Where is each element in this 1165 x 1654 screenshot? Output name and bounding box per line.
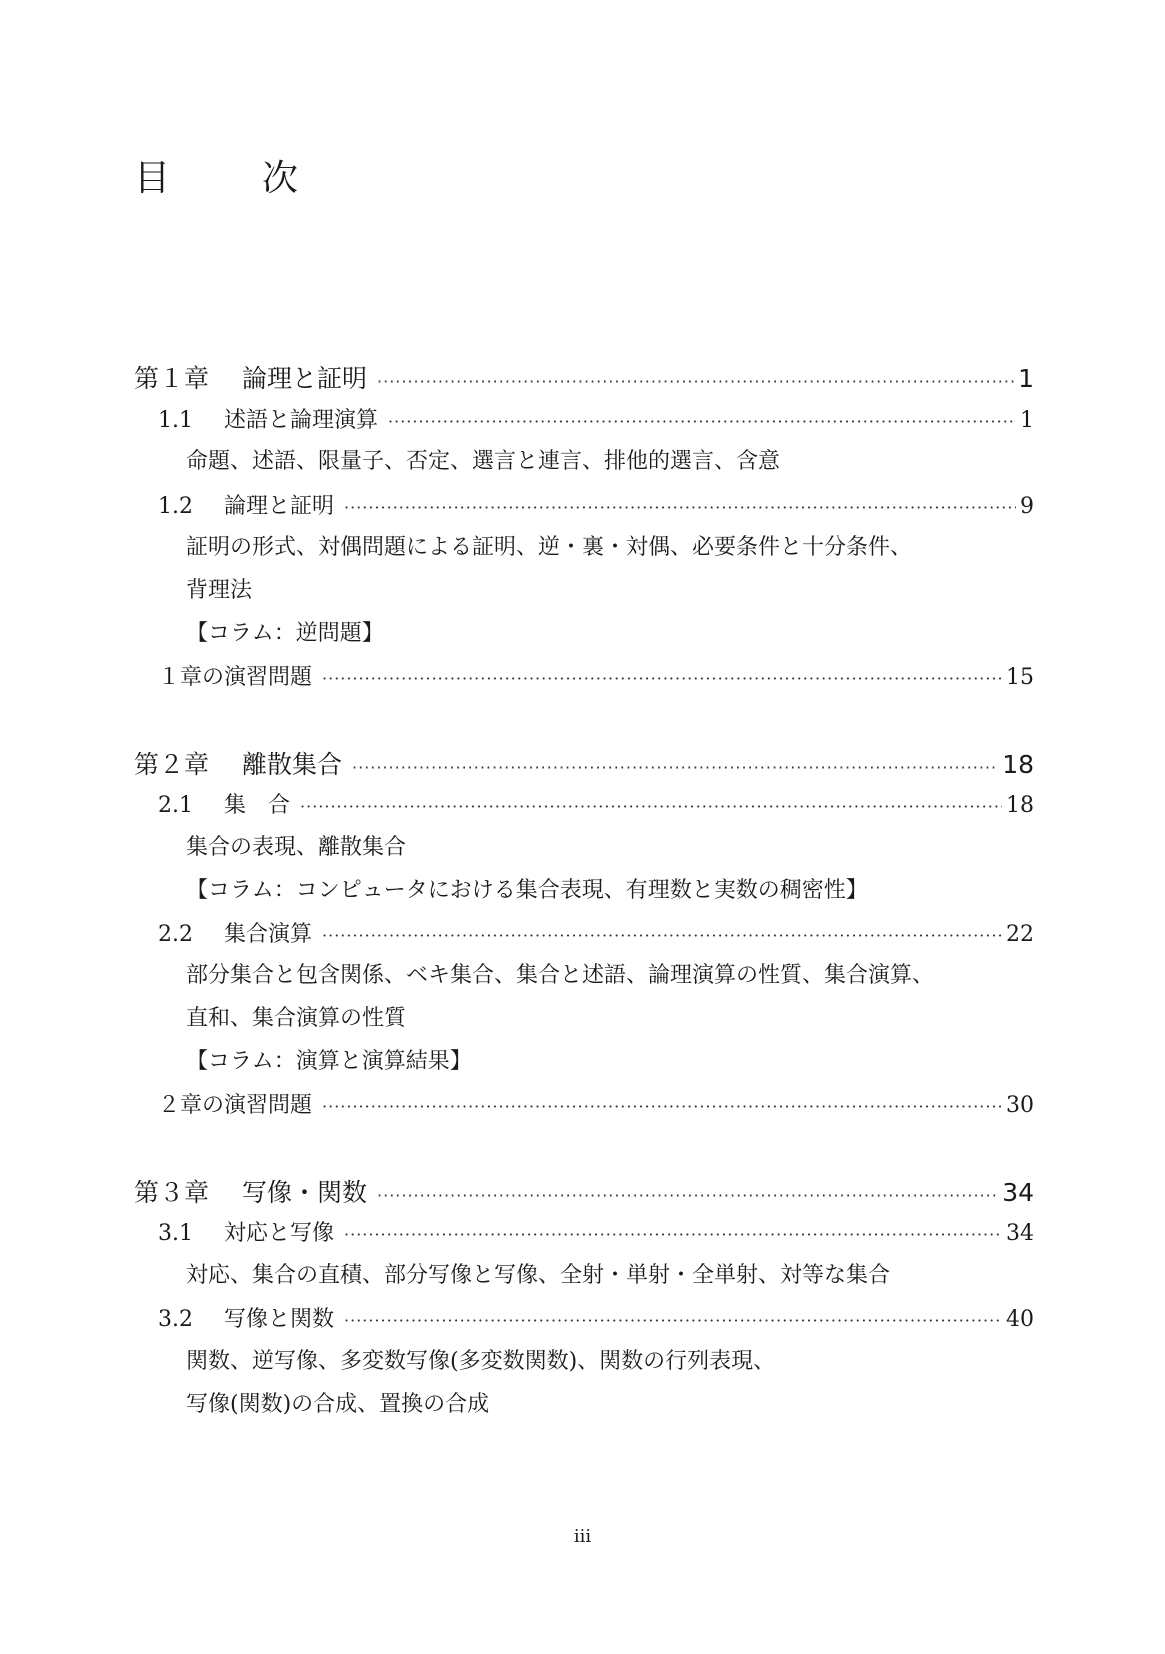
page-number: 1 xyxy=(1020,408,1034,433)
section-number: 1.1 xyxy=(158,408,193,433)
section-topics xyxy=(186,440,1046,483)
chapter-title: 論理と証明 xyxy=(242,364,368,393)
section-1-1-entry[interactable] xyxy=(158,410,1034,432)
chapter-number: 第１章 xyxy=(134,364,210,393)
section-topics xyxy=(186,826,1046,912)
dot-leader xyxy=(352,760,998,776)
section-number: 2.2 xyxy=(158,922,193,947)
dot-leader xyxy=(300,799,1002,815)
section-topics xyxy=(186,1340,1046,1426)
section-title: 集 合 xyxy=(224,793,291,818)
chapter-3-entry[interactable] xyxy=(134,1180,1034,1205)
section-title: 写像と関数 xyxy=(224,1307,335,1332)
dot-leader xyxy=(388,414,1016,430)
topic-line: 集合の表現、離散集合 xyxy=(186,835,407,860)
page-number: 34 xyxy=(1006,1221,1034,1246)
topic-line: 直和、集合演算の性質 xyxy=(186,1006,407,1031)
page-number: 22 xyxy=(1006,922,1034,947)
section-number: 3.2 xyxy=(158,1307,193,1332)
topic-line: 関数、逆写像、多変数写像(多変数関数)、関数の行列表現、 xyxy=(186,1349,776,1374)
section-title: 述語と論理演算 xyxy=(224,408,379,433)
page-number: 30 xyxy=(1006,1093,1034,1118)
dot-leader xyxy=(322,1099,1002,1115)
page-number: 40 xyxy=(1006,1307,1034,1332)
chapter-title: 離散集合 xyxy=(242,750,343,779)
column-note: 【コラム：逆問題】 xyxy=(186,621,384,646)
topic-line: 命題、述語、限量子、否定、選言と連言、排他的選言、含意 xyxy=(186,449,781,474)
section-title: 論理と証明 xyxy=(224,494,335,519)
page-number: 34 xyxy=(1002,1178,1034,1207)
topic-line: 対応、集合の直積、部分写像と写像、全射・単射・全単射、対等な集合 xyxy=(186,1263,891,1288)
chapter-number: 第２章 xyxy=(134,750,210,779)
section-title: 対応と写像 xyxy=(224,1221,335,1246)
dot-leader xyxy=(344,500,1016,516)
chapter-1-entry[interactable] xyxy=(134,366,1034,391)
section-number: 1.2 xyxy=(158,494,193,519)
page-number: 18 xyxy=(1006,793,1034,818)
toc-title: 目 次 xyxy=(134,158,327,199)
exercise-title: ２章の演習問題 xyxy=(158,1093,313,1118)
exercise-title: １章の演習問題 xyxy=(158,665,313,690)
section-3-1-entry[interactable] xyxy=(158,1223,1034,1245)
page-folio: iii xyxy=(573,1526,592,1547)
section-3-2-entry[interactable] xyxy=(158,1309,1034,1331)
page-number: 1 xyxy=(1018,364,1034,393)
topic-line: 背理法 xyxy=(186,578,253,603)
section-number: 3.1 xyxy=(158,1221,193,1246)
topic-line: 写像(関数)の合成、置換の合成 xyxy=(186,1392,490,1417)
dot-leader xyxy=(344,1313,1002,1329)
chapter-title: 写像・関数 xyxy=(242,1178,368,1207)
chapter-2-exercises-entry[interactable] xyxy=(158,1095,1034,1117)
column-note: 【コラム：演算と演算結果】 xyxy=(186,1049,472,1074)
page-number: 18 xyxy=(1002,750,1034,779)
chapter-number: 第３章 xyxy=(134,1178,210,1207)
section-1-2-entry[interactable] xyxy=(158,496,1034,518)
dot-leader xyxy=(377,374,1014,390)
section-topics xyxy=(186,954,1046,1083)
section-2-2-entry[interactable] xyxy=(158,924,1034,946)
section-topics xyxy=(186,526,1046,655)
dot-leader xyxy=(322,928,1002,944)
page-number: 15 xyxy=(1006,665,1034,690)
section-title: 集合演算 xyxy=(224,922,313,947)
section-2-1-entry[interactable] xyxy=(158,795,1034,817)
column-note: 【コラム：コンピュータにおける集合表現、有理数と実数の稠密性】 xyxy=(186,878,868,903)
dot-leader xyxy=(322,671,1002,687)
dot-leader xyxy=(344,1227,1002,1243)
chapter-2-entry[interactable] xyxy=(134,752,1034,777)
topic-line: 証明の形式、対偶問題による証明、逆・裏・対偶、必要条件と十分条件、 xyxy=(186,535,913,560)
dot-leader xyxy=(377,1188,998,1204)
topic-line: 部分集合と包含関係、ベキ集合、集合と述語、論理演算の性質、集合演算、 xyxy=(186,963,935,988)
chapter-1-exercises-entry[interactable] xyxy=(158,667,1034,689)
page-number: 9 xyxy=(1020,494,1034,519)
section-topics xyxy=(186,1254,1046,1297)
section-number: 2.1 xyxy=(158,793,193,818)
